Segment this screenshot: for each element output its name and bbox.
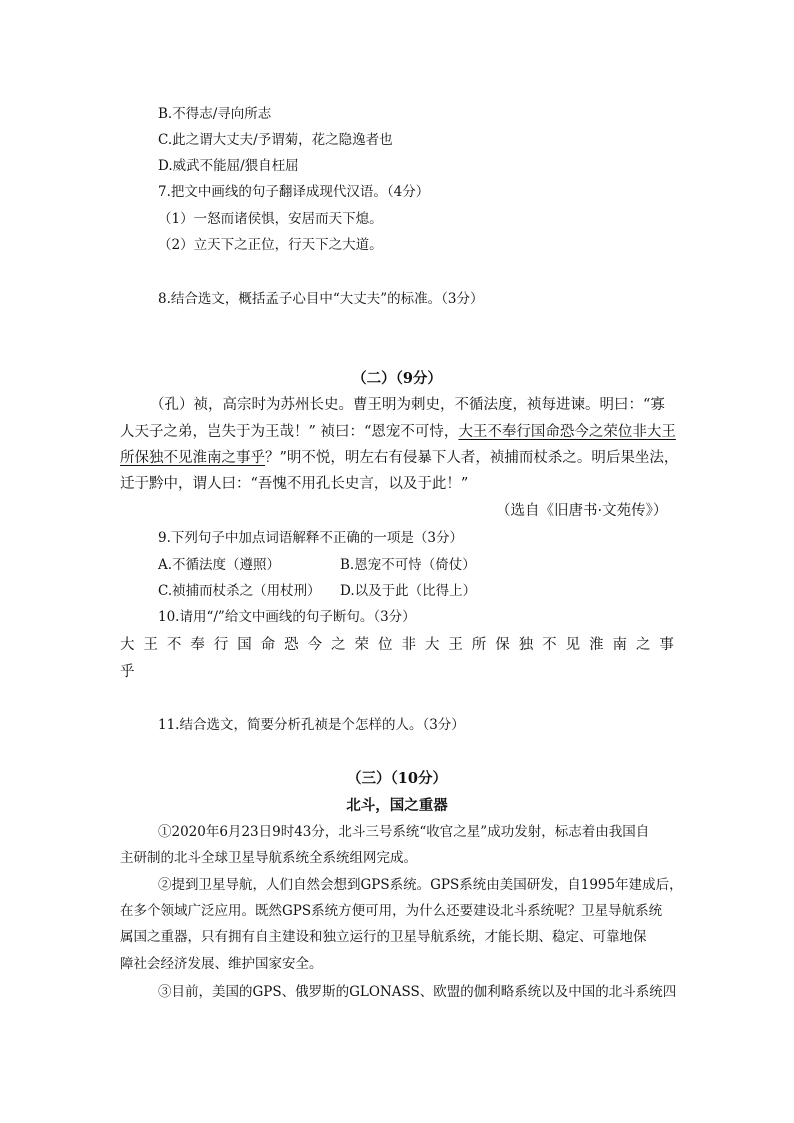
passage-2-line-3 — [120, 449, 678, 467]
question-9-option-d: D.以及于此（比得上） — [340, 583, 477, 599]
sentence-char: 不 — [542, 637, 557, 653]
article-p2-line-3: 属国之重器，只有拥有自主建设和独立运行的卫星导航系统，才能长期、稳定、可靠地保 — [120, 929, 647, 945]
underlined-sentence-part-2: 所保独不见淮南之事乎 — [120, 450, 265, 466]
sentence-char: 位 — [377, 637, 393, 653]
passage-2-line-2 — [120, 423, 676, 441]
article-p2-line-1: ②提到卫星导航，人们自然会想到GPS系统。GPS系统由美国研发，自1995年建成后， — [158, 877, 683, 893]
question-9: 9.下列句子中加点词语解释不正确的一项是（3分） — [158, 530, 463, 546]
sentence-char: 命 — [260, 637, 276, 653]
sentence-char: 淮 — [589, 637, 604, 653]
sentence-char: 之 — [635, 637, 651, 653]
question-11: 11.结合选文，简要分析孔祯是个怎样的人。（3分） — [158, 717, 465, 733]
passage-2-line-4: 迁于黔中，谓人曰：“吾愧不用孔长史言，以及于此！” — [120, 476, 469, 492]
sentence-char: 行 — [213, 637, 229, 653]
option-c: C.此之谓大丈夫/予谓菊，花之隐逸者也 — [158, 132, 393, 148]
sentence-char: 之 — [331, 637, 346, 653]
question-8: 8.结合选文，概括孟子心目中“大丈夫”的标准。（3分） — [158, 291, 484, 307]
article-p3-line-1: ③目前，美国的GPS、俄罗斯的GLONASS、欧盟的伽利略系统以及中国的北斗系统四 — [158, 984, 677, 1000]
article-p1-line-2: 主研制的北斗全球卫星导航系统全系统组网完成。 — [120, 850, 417, 866]
article-p2-line-2: 在多个领域广泛应用。既然GPS系统方便可用，为什么还要建设北斗系统呢？卫星导航系统 — [120, 903, 663, 919]
sentence-char: 王 — [143, 637, 158, 653]
option-d: D.威武不能屈/猥自枉屈 — [158, 158, 299, 174]
sentence-char: 大 — [120, 637, 135, 653]
sentence-char: 非 — [401, 637, 416, 653]
option-b: B.不得志/寻向所志 — [158, 106, 272, 122]
sentence-char: 见 — [565, 637, 581, 653]
question-10-sentence — [120, 636, 674, 654]
question-7-part-1: （1）一怒而诸侯惧，安居而天下熄。 — [158, 211, 383, 227]
sentence-char: 奉 — [190, 637, 205, 653]
question-9-option-c: C.祯捕而杖杀之（用杖刑） — [158, 583, 321, 599]
sentence-char: 王 — [448, 637, 463, 653]
sentence-char: 恐 — [284, 637, 299, 653]
passage-2-line-2-text: 人天子之弟，岂失于为王哉！” 祯曰：“恩宠不可恃， — [120, 424, 459, 440]
passage-2-line-1: （孔）祯，高宗时为苏州长史。曹王明为刺史，不循法度，祯每进谏。明曰：“寡 — [150, 397, 665, 413]
sentence-char: 南 — [612, 637, 628, 653]
sentence-char: 所 — [471, 637, 487, 653]
sentence-char: 荣 — [354, 637, 370, 653]
article-p1-line-1: ①2020年6月23日9时43分，北斗三号系统“收官之星”成功发射，标志着由我国自 — [158, 824, 650, 840]
sentence-char: 大 — [424, 637, 440, 653]
section-2-heading: （二）（9分） — [352, 370, 442, 387]
question-10-sentence-end: 乎 — [120, 664, 135, 680]
sentence-char: 国 — [237, 637, 252, 653]
question-9-option-a: A.不循法度（遵照） — [158, 557, 281, 573]
section-3-heading: （三）（10分） — [347, 770, 447, 787]
sentence-char: 保 — [495, 637, 510, 653]
underlined-sentence-part-1: 大王不奉行国命恐今之荣位非大王 — [458, 424, 676, 440]
question-7-part-2: （2）立天下之正位，行天下之大道。 — [158, 237, 383, 253]
sentence-char: 今 — [307, 637, 323, 653]
question-9-options-row-1 — [158, 556, 280, 574]
question-9-option-b: B.恩宠不可恃（倚仗） — [340, 557, 476, 573]
passage-source: （选自《旧唐书·文苑传》） — [496, 503, 668, 519]
sentence-char: 独 — [518, 637, 534, 653]
question-7: 7.把文中画线的句子翻译成现代汉语。（4分） — [158, 184, 430, 200]
passage-2-line-3-text: ？”明不悦，明左右有侵暴下人者，祯捕而杖杀之。明后果坐法， — [265, 450, 679, 466]
sentence-char: 事 — [659, 637, 674, 653]
question-10: 10.请用“/”给文中画线的句子断句。（3分） — [158, 609, 416, 625]
sentence-char: 不 — [166, 637, 182, 653]
article-title: 北斗，国之重器 — [346, 797, 448, 814]
article-p2-line-4: 障社会经济发展、维护国家安全。 — [120, 956, 323, 972]
